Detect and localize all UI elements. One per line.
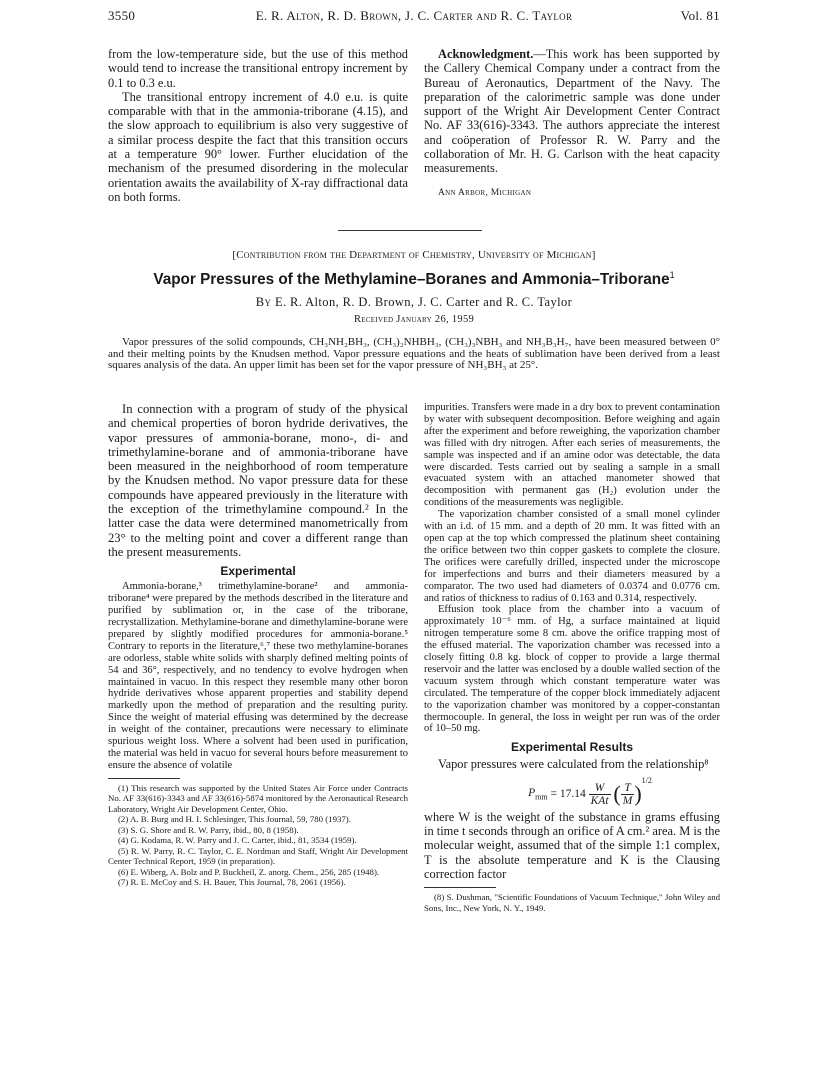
equation-constant: = 17.14 [550, 788, 586, 801]
section-heading-experimental: Experimental [220, 564, 296, 579]
byline-authors: E. R. Alton, R. D. Brown, J. C. Carter and R. C. Taylor [274, 295, 573, 309]
equation-fraction [589, 782, 611, 807]
footnotes [424, 892, 720, 913]
acknowledgment-text: —This work has been supported by the Callery Chemical Company under a contract from the Bureau of Aeronautics, Department of the Navy. The preparation of the calorimetric sample was done under support of the Wright Air Development Center Contract No. AF 33(616)-3343. The authors appreciate the interest and coöperation of Professor R. W. Parry and the collaboration of Mr. H. G. Carlson with the heat capacity measurements. [424, 47, 720, 176]
previous-article-left-column [108, 47, 408, 204]
footnote-item: (1) This research was supported by the United States Air Force under Contracts No. AF 33(616)-3343 and AF 33(616)-5874 monitored by the Aeronautical Research Laboratory, Wright Air Development Center, Ohio. [108, 782, 408, 814]
article-title-text: Vapor Pressures of the Methylamine–Boranes and Ammonia–Triborane [153, 271, 670, 289]
byline-by: By [255, 295, 272, 309]
paragraph: The transitional entropy increment of 4.0 e.u. is quite comparable with that in the ammonia-triborane (4.15), and the slow approach to equilibrium is also very suggestive of a similar process despite the fact that this transition occurs at a temperature 90° lower. Further elucidation of the mechanism of the presumed disordering in the molecular orientation awaits the availability of X-ray diffractional data on both forms. [108, 89, 408, 204]
author-address: Ann Arbor, Michigan [438, 187, 532, 198]
introduction-paragraph: In connection with a program of study of the physical and chemical properties of boron hydride derivatives, the vapor pressures of ammonia-borane, mono-, di- and trimethylamine-borane and of ammonia-triborane have been measured in the neighborhood of room temperature by the Knudsen method. No vapor pressure data for these compounds have appeared previously in the literature with the exception of the trimethylamine compound.² In the latter case the data were determined manometrically from 23° to the melting point and cover a different range than the present measurements. [108, 402, 408, 559]
title-footnote-ref: 1 [669, 270, 675, 280]
page-number: 3550 [108, 8, 136, 23]
paragraph: impurities. Transfers were made in a dry box to prevent contamination by water with subsequent decomposition. Before weighing and again after the experiment and before reweighing, the vaporization chamber was filled with dry nitrogen. After each series of measurements, the sample was inspected and if an amine odor was detectable, the data were discarded. Tests carried out by sealing a sample in a small evacuated system with an attached manometer showed that decomposition with permanent gas (H₂) evolution under the conditions of the measurements was negligible. [424, 402, 720, 509]
equation-lhs-subscript: mm [535, 792, 548, 802]
abstract-text: Vapor pressures of the solid compounds, CH₃NH₂BH₃, (CH₃)₂NHBH₃, (CH₃)₃NBH₃ and NH₃B₃H₇, have been measured between 0° and their melting points by the Knudsen method. Vapor pressure equations and the heats of sublimation have been derived from a least squares analysis of the data. An upper limit has been set for the vapor pressure of NH₃BH₃ at 25°. [108, 336, 720, 372]
fraction-numerator: W [589, 782, 611, 795]
footnote-item: (5) R. W. Parry, R. C. Taylor, C. E. Nordman and Staff, Wright Air Development Center Technical Report, 1959 (in preparation). [108, 845, 408, 867]
footnote-rule [424, 887, 496, 888]
previous-article-right-column [424, 47, 720, 200]
footnote-item: (7) R. E. McCoy and S. H. Bauer, This Journal, 78, 2061 (1956). [118, 877, 346, 888]
paragraph: from the low-temperature side, but the use of this method would tend to increase the transitional entropy increment by 0.1 to 0.3 e.u. [108, 47, 408, 90]
footnote-rule [108, 778, 180, 779]
experimental-paragraph: Ammonia-borane,³ trimethylamine-borane² and ammonia-triborane⁴ were prepared by the methods described in the literature and purified by sublimation or, in the case of the triborane, recrystallization. Methylamine-borane and dimethylamine-borane were prepared by slightly modified procedures for ammonia-borane.⁵ Contrary to reports in the literature,⁶,⁷ these two methylamine-boranes are odorless, stable white solids with sharply defined melting points of 54 and 36°, respectively, and no tendency to evolve hydrogen when maintained in vacuo. In this respect they resemble many other boron hydride derivatives whose apparent properties and stability depend markedly upon the method of preparation and the resulting purity. Since the weight of material effusing was determined by the decrease in weight of the container, precautions were necessary to eliminate spurious weight loss. Where a solvent had been used in purification, the material was held in vacuo for several hours before measurement to ensure the absence of volatile [108, 581, 409, 771]
equation-exponent: 1/2 [641, 775, 652, 785]
byline [108, 295, 720, 310]
running-header [108, 8, 720, 28]
section-heading-results: Experimental Results [510, 740, 634, 755]
root-denominator: M [622, 794, 633, 807]
article-divider [338, 230, 482, 231]
results-paragraph: where W is the weight of the substance in grams effusing in time t seconds through an orifice of A cm.² area. M is the molecular weight, assumed that of the simple 1:1 complex, T is the absolute temperature and K is the Clausing correction factor [424, 809, 720, 881]
acknowledgment [424, 47, 720, 176]
main-left-column [108, 402, 408, 888]
left-paren: ( [613, 781, 621, 807]
main-right-column [424, 402, 720, 913]
equation-root-fraction [621, 782, 635, 807]
abstract [108, 337, 720, 372]
footnote-item: (4) G. Kodama, R. W. Parry and J. C. Carter, ibid., 81, 3534 (1959). [118, 835, 357, 846]
paragraph: Effusion took place from the chamber into a vacuum of approximately 10⁻⁶ mm. of Hg, a surface maintained at liquid nitrogen temperature some 8 cm. above the orifice trapping most of the effused material. The vaporization chamber was recessed into a closely fitting 0.8 kg. block of copper to provide a large thermal reservoir and the latter was enclosed by a double walled section of the vacuum system through which constant temperature water was circulated. The temperature of the copper block immediately adjacent to the vaporization chamber was monitored by a copper-constantan thermocouple. In general, the loss in weight per run was of the order of 10–50 mg. [424, 604, 720, 735]
received-date: Received January 26, 1959 [353, 314, 475, 325]
article-title [108, 270, 720, 289]
equation-lhs: P [528, 786, 536, 799]
results-intro: Vapor pressures were calculated from the relationship⁸ [438, 757, 709, 772]
footnote-item: (6) E. Wiberg, A. Bolz and P. Buckheil, Z. anorg. Chem., 256, 285 (1948). [118, 866, 380, 877]
acknowledgment-label: Acknowledgment. [438, 47, 534, 61]
footnote-item: (2) A. B. Burg and H. I. Schlesinger, This Journal, 59, 780 (1937). [118, 814, 351, 825]
paragraph: The vaporization chamber consisted of a small monel cylinder with an i.d. of 15 mm. and a depth of 20 mm. It was fitted with an open cap at the top which compressed the platinum sheet containing the orifice between two thin copper gaskets to complete the closure. The orifices were carefully drilled, inspected under the microscope for imperfections and burrs and their diameters measured by a comparator. The two used had diameters of 0.0374 and 0.0776 cm. and ratios of thickness to radius of 0.163 and 0.314, respectively. [424, 509, 720, 604]
vapor-pressure-equation [460, 776, 720, 806]
footnotes [108, 783, 408, 888]
footnote-item: (3) S. G. Shore and R. W. Parry, ibid., 80, 8 (1958). [118, 824, 299, 835]
root-numerator: T [621, 782, 635, 795]
right-paren: ) [634, 781, 642, 807]
footnote-item: (8) S. Dushman, "Scientific Foundations of Vacuum Technique," John Wiley and Sons, Inc., New York, N. Y., 1949. [424, 892, 720, 913]
contribution-line: [Contribution from the Department of Chemistry, University of Michigan] [232, 249, 596, 261]
fraction-denominator: KAt [590, 794, 609, 807]
volume-number: Vol. 81 [680, 8, 720, 23]
running-authors: E. R. Alton, R. D. Brown, J. C. Carter and R. C. Taylor [255, 8, 573, 23]
